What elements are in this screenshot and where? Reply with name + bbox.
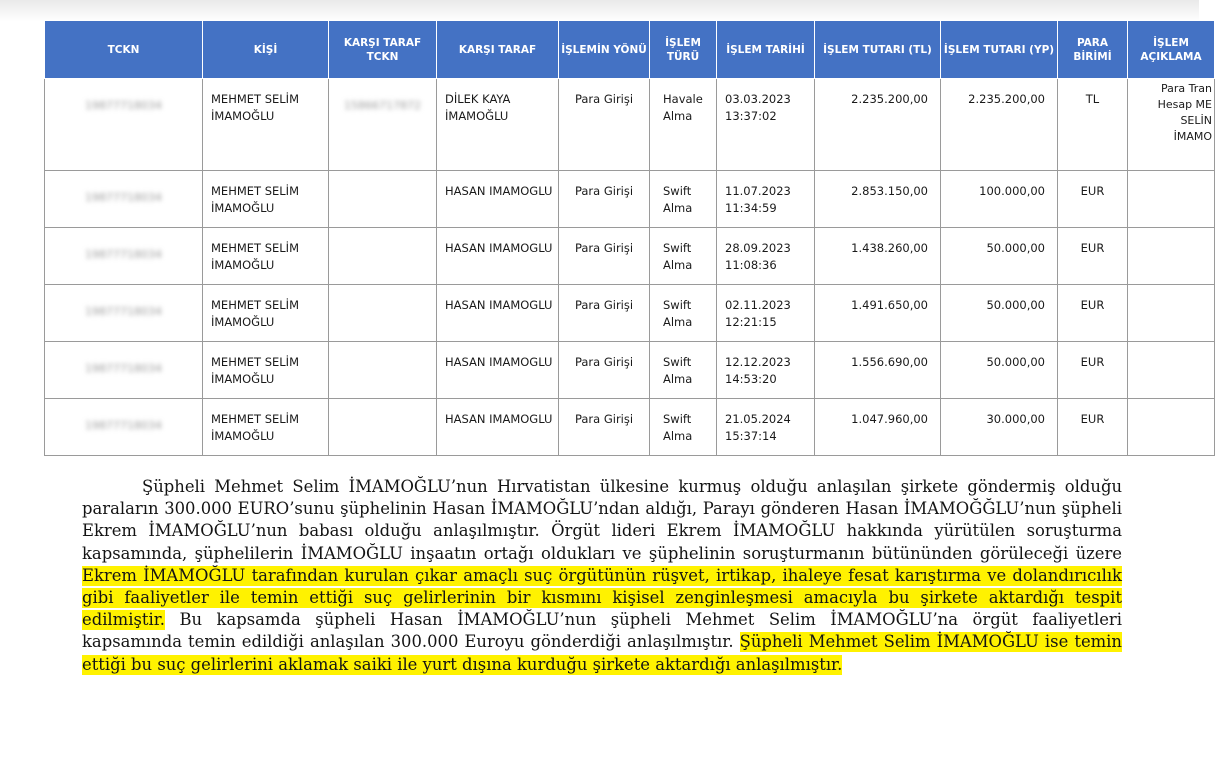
page-top-shadow	[0, 0, 1199, 22]
cell-islem-tarihi: 03.03.2023 13:37:02	[717, 79, 815, 171]
cell-tutar-yp: 50.000,00	[941, 285, 1058, 342]
cell-tutar-tl: 1.491.650,00	[815, 285, 941, 342]
cell-tutar-tl: 1.047.960,00	[815, 399, 941, 456]
cell-tckn	[45, 285, 203, 342]
cell-tutar-tl: 2.853.150,00	[815, 171, 941, 228]
cell-tckn	[45, 399, 203, 456]
highlighted-text: Ekrem İMAMOĞLU tarafından kurulan çıkar amaçlı suç örgütünün rüşvet, irtikap, ihaleye fesat karıştırma ve dolandırıcılık gibi faaliyetler ile temin ettiği suç gelirlerinin bir kısmını kişisel zenginleşmesi amacıyla bu şirkete aktardığı tespit edilmiştir.	[82, 565, 1122, 630]
cell-karsi-tckn	[329, 171, 437, 228]
cell-tutar-yp: 100.000,00	[941, 171, 1058, 228]
cell-kisi: MEHMET SELİM İMAMOĞLU	[203, 228, 329, 285]
col-header-islem-tutari-yp[interactable]: İŞLEM TUTARI (YP)	[941, 21, 1058, 79]
cell-kisi: MEHMET SELİM İMAMOĞLU	[203, 285, 329, 342]
cell-tutar-yp: 2.235.200,00	[941, 79, 1058, 171]
redacted-id: 19877718034	[85, 362, 162, 375]
table-row	[45, 171, 1215, 228]
table-row	[45, 342, 1215, 399]
cell-karsi-taraf: DİLEK KAYA İMAMOĞLU	[437, 79, 559, 171]
cell-tutar-yp: 50.000,00	[941, 228, 1058, 285]
paragraph-segment: Bu kapsamda şüpheli Hasan İMAMOĞLU’nun şüpheli Mehmet Selim İMAMOĞLU’na örgüt faaliyetleri kapsamında temin edildiği anlaşılan 300.000 Euroyu gönderdiği anlaşılmıştır.	[82, 610, 1122, 652]
table-row	[45, 79, 1215, 171]
paragraph-segment: Şüpheli Mehmet Selim İMAMOĞLU’nun Hırvatistan ülkesine kurmuş olduğu anlaşılan şirkete göndermiş olduğu paraların 300.000 EURO’sunu şüphelinin Hasan İMAMOĞLU’ndan aldığı, Parayı gönderen Hasan İMAMOĞĞLU’nun şüpheli Ekrem İMAMOĞLU’nun babası olduğu anlaşılmıştır. Örgüt lideri Ekrem İMAMOĞLU hakkında yürütülen soruşturma kapsamında, şüphelilerin İMAMOĞLU inşaatın ortağı oldukları ve şüphelinin soruşturmanın bütününden görüleceği üzere	[82, 477, 1122, 563]
cell-islemin-yonu: Para Girişi	[559, 171, 650, 228]
cell-kisi: MEHMET SELİM İMAMOĞLU	[203, 399, 329, 456]
document-paragraph	[82, 476, 1122, 676]
cell-para-birimi: EUR	[1058, 285, 1128, 342]
col-header-islemin-yonu[interactable]: İŞLEMİN YÖNÜ	[559, 21, 650, 79]
cell-tutar-tl: 1.556.690,00	[815, 342, 941, 399]
cell-islem-tarihi: 02.11.2023 12:21:15	[717, 285, 815, 342]
cell-islem-tarihi: 28.09.2023 11:08:36	[717, 228, 815, 285]
cell-islemin-yonu: Para Girişi	[559, 399, 650, 456]
col-header-islem-tutari-tl[interactable]: İŞLEM TUTARI (TL)	[815, 21, 941, 79]
cell-islem-turu: Swift Alma	[650, 285, 717, 342]
cell-kisi: MEHMET SELİM İMAMOĞLU	[203, 171, 329, 228]
cell-kisi: MEHMET SELİM İMAMOĞLU	[203, 79, 329, 171]
cell-islemin-yonu: Para Girişi	[559, 342, 650, 399]
cell-karsi-tckn	[329, 79, 437, 171]
cell-para-birimi: EUR	[1058, 228, 1128, 285]
col-header-para-birimi[interactable]: PARA BİRİMİ	[1058, 21, 1128, 79]
table-row	[45, 399, 1215, 456]
cell-karsi-tckn	[329, 228, 437, 285]
paragraph-text	[82, 476, 1122, 676]
cell-para-birimi: EUR	[1058, 399, 1128, 456]
cell-aciklama	[1128, 285, 1215, 342]
cell-tutar-tl: 2.235.200,00	[815, 79, 941, 171]
cell-para-birimi: EUR	[1058, 342, 1128, 399]
cell-karsi-tckn	[329, 342, 437, 399]
col-header-karsi-taraf-tckn[interactable]: KARŞI TARAF TCKN	[329, 21, 437, 79]
cell-para-birimi: TL	[1058, 79, 1128, 171]
highlighted-text: Şüpheli Mehmet Selim İMAMOĞLU ise temin ettiği bu suç gelirlerini aklamak saiki ile yurt dışına kurduğu şirkete aktardığı anlaşılmıştır.	[82, 632, 1122, 674]
table-header-row	[45, 21, 1215, 79]
cell-islem-turu: Swift Alma	[650, 342, 717, 399]
col-header-islem-aciklama[interactable]: İŞLEM AÇIKLAMA	[1128, 21, 1215, 79]
cell-karsi-taraf: HASAN IMAMOGLU	[437, 228, 559, 285]
cell-karsi-taraf: HASAN IMAMOGLU	[437, 342, 559, 399]
table-row	[45, 228, 1215, 285]
col-header-kisi[interactable]: KİŞİ	[203, 21, 329, 79]
cell-aciklama	[1128, 171, 1215, 228]
cell-islem-tarihi: 21.05.2024 15:37:14	[717, 399, 815, 456]
cell-tckn	[45, 228, 203, 285]
cell-karsi-taraf: HASAN IMAMOGLU	[437, 171, 559, 228]
cell-tckn	[45, 171, 203, 228]
cell-karsi-tckn	[329, 285, 437, 342]
col-header-karsi-taraf[interactable]: KARŞI TARAF	[437, 21, 559, 79]
col-header-islem-turu[interactable]: İŞLEM TÜRÜ	[650, 21, 717, 79]
col-header-islem-tarihi[interactable]: İŞLEM TARİHİ	[717, 21, 815, 79]
cell-tckn	[45, 342, 203, 399]
cell-tutar-yp: 50.000,00	[941, 342, 1058, 399]
cell-islemin-yonu: Para Girişi	[559, 285, 650, 342]
cell-islem-tarihi: 11.07.2023 11:34:59	[717, 171, 815, 228]
cell-islemin-yonu: Para Girişi	[559, 228, 650, 285]
cell-islem-turu: Havale Alma	[650, 79, 717, 171]
cell-para-birimi: EUR	[1058, 171, 1128, 228]
redacted-id: 19877718034	[85, 191, 162, 204]
cell-aciklama	[1128, 399, 1215, 456]
cell-tckn	[45, 79, 203, 171]
cell-karsi-tckn	[329, 399, 437, 456]
cell-islem-turu: Swift Alma	[650, 228, 717, 285]
col-header-tckn[interactable]: TCKN	[45, 21, 203, 79]
cell-tutar-tl: 1.438.260,00	[815, 228, 941, 285]
transactions-table	[44, 20, 1215, 456]
cell-tutar-yp: 30.000,00	[941, 399, 1058, 456]
redacted-id: 15866717872	[344, 99, 421, 112]
cell-aciklama	[1128, 342, 1215, 399]
transactions-table-container	[44, 20, 1214, 446]
redacted-id: 19877718034	[85, 248, 162, 261]
table-row	[45, 285, 1215, 342]
cell-kisi: MEHMET SELİM İMAMOĞLU	[203, 342, 329, 399]
cell-karsi-taraf: HASAN IMAMOGLU	[437, 285, 559, 342]
cell-islem-tarihi: 12.12.2023 14:53:20	[717, 342, 815, 399]
redacted-id: 19877718034	[85, 99, 162, 112]
cell-aciklama	[1128, 228, 1215, 285]
cell-islem-turu: Swift Alma	[650, 171, 717, 228]
redacted-id: 19877718034	[85, 305, 162, 318]
cell-islemin-yonu: Para Girişi	[559, 79, 650, 171]
redacted-id: 19877718034	[85, 419, 162, 432]
cell-karsi-taraf: HASAN IMAMOGLU	[437, 399, 559, 456]
cell-islem-turu: Swift Alma	[650, 399, 717, 456]
cell-aciklama: Para Tran Hesap ME SELİN İMAMO	[1128, 79, 1215, 171]
